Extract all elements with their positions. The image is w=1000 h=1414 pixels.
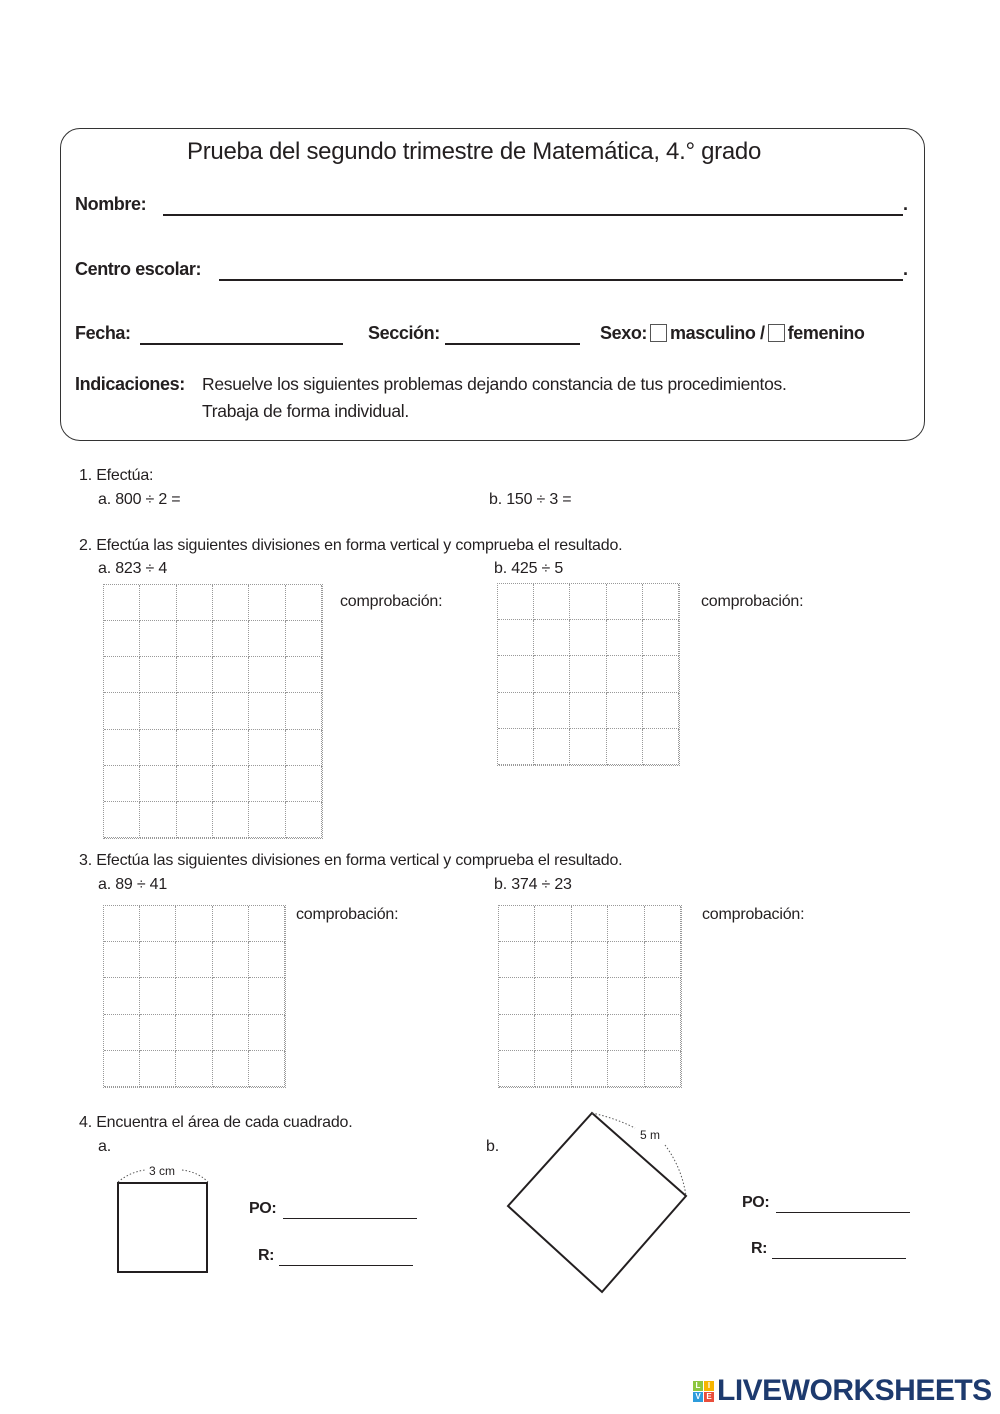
grid-cell[interactable] — [249, 657, 285, 693]
grid-cell[interactable] — [645, 978, 681, 1014]
r-label-b: R: — [751, 1240, 768, 1257]
grid-cell[interactable] — [104, 1015, 140, 1051]
grid-cell[interactable] — [572, 942, 608, 978]
grid-cell[interactable] — [286, 730, 322, 766]
q3b-check-label: comprobación: — [702, 906, 805, 923]
grid-cell[interactable] — [498, 584, 534, 620]
grid-cell[interactable] — [213, 766, 249, 802]
grid-cell[interactable] — [608, 906, 644, 942]
grid-cell[interactable] — [140, 730, 176, 766]
grid-cell[interactable] — [177, 766, 213, 802]
grid-cell[interactable] — [572, 1051, 608, 1087]
q3a-check-label: comprobación: — [296, 906, 399, 923]
grid-cell[interactable] — [140, 978, 176, 1014]
centro-label: Centro escolar: — [75, 259, 202, 279]
grid-cell[interactable] — [176, 1051, 212, 1087]
grid-cell[interactable] — [140, 906, 176, 942]
grid-cell[interactable] — [570, 620, 606, 656]
grid-cell[interactable] — [534, 693, 570, 729]
logo-letter: E — [704, 1392, 714, 1402]
grid-cell[interactable] — [534, 656, 570, 692]
grid-cell[interactable] — [535, 1015, 571, 1051]
grid-cell[interactable] — [645, 1051, 681, 1087]
grid-cell[interactable] — [643, 693, 679, 729]
grid-cell[interactable] — [643, 584, 679, 620]
grid-cell[interactable] — [534, 584, 570, 620]
grid-cell[interactable] — [176, 978, 212, 1014]
grid-cell[interactable] — [535, 1051, 571, 1087]
grid-cell[interactable] — [140, 693, 176, 729]
grid-cell[interactable] — [286, 693, 322, 729]
po-field-a[interactable] — [283, 1202, 417, 1219]
grid-cell[interactable] — [213, 693, 249, 729]
grid-cell[interactable] — [104, 621, 140, 657]
grid-cell[interactable] — [176, 942, 212, 978]
q2b-check-label: comprobación: — [701, 593, 804, 610]
grid-cell[interactable] — [645, 942, 681, 978]
sexo-label: Sexo: — [600, 323, 648, 343]
grid-cell[interactable] — [140, 657, 176, 693]
grid-cell[interactable] — [213, 1015, 249, 1051]
grid-cell[interactable] — [645, 906, 681, 942]
grid-cell[interactable] — [499, 1051, 535, 1087]
grid-cell[interactable] — [177, 585, 213, 621]
grid-cell[interactable] — [140, 766, 176, 802]
grid-cell[interactable] — [140, 585, 176, 621]
work-grid-3b[interactable] — [498, 905, 682, 1088]
grid-cell[interactable] — [607, 693, 643, 729]
page-title: Prueba del segundo trimestre de Matemática, 4.° grado — [187, 138, 762, 165]
r-field-b[interactable] — [772, 1242, 906, 1259]
grid-cell[interactable] — [176, 906, 212, 942]
work-grid-3a[interactable] — [103, 905, 286, 1088]
r-field-a[interactable] — [279, 1249, 413, 1266]
grid-cell[interactable] — [535, 906, 571, 942]
fecha-field[interactable] — [140, 325, 343, 345]
po-field-b[interactable] — [776, 1196, 910, 1213]
seccion-label: Sección: — [368, 323, 440, 343]
grid-cell[interactable] — [104, 942, 140, 978]
grid-cell[interactable] — [213, 621, 249, 657]
grid-cell[interactable] — [286, 621, 322, 657]
q1-title: 1. Efectúa: — [79, 467, 154, 484]
grid-cell[interactable] — [498, 620, 534, 656]
grid-cell[interactable] — [645, 1015, 681, 1051]
masculino-checkbox[interactable] — [650, 324, 667, 342]
grid-cell[interactable] — [213, 802, 249, 838]
period: . — [903, 259, 908, 279]
grid-cell[interactable] — [498, 656, 534, 692]
grid-cell[interactable] — [572, 906, 608, 942]
nombre-label: Nombre: — [75, 194, 147, 214]
logo-letter: V — [693, 1392, 703, 1402]
grid-cell[interactable] — [535, 942, 571, 978]
grid-cell[interactable] — [499, 978, 535, 1014]
grid-cell[interactable] — [534, 729, 570, 765]
q3-a: a. 89 ÷ 41 — [98, 876, 168, 893]
grid-cell[interactable] — [249, 585, 285, 621]
grid-cell[interactable] — [213, 942, 249, 978]
r-label-a: R: — [258, 1247, 275, 1264]
masculino-label: masculino / — [670, 323, 765, 343]
grid-cell[interactable] — [140, 1015, 176, 1051]
logo-letter: L — [693, 1381, 703, 1391]
grid-cell[interactable] — [499, 942, 535, 978]
grid-cell[interactable] — [534, 620, 570, 656]
q2-title: 2. Efectúa las siguientes divisiones en forma vertical y comprueba el resultado. — [79, 537, 623, 554]
grid-cell[interactable] — [286, 657, 322, 693]
grid-cell[interactable] — [104, 802, 140, 838]
grid-cell[interactable] — [104, 585, 140, 621]
q4-a: a. — [98, 1138, 111, 1155]
logo-letter: I — [704, 1381, 714, 1391]
grid-cell[interactable] — [249, 621, 285, 657]
q4-title: 4. Encuentra el área de cada cuadrado. — [79, 1114, 353, 1131]
grid-cell[interactable] — [643, 729, 679, 765]
grid-cell[interactable] — [104, 978, 140, 1014]
grid-cell[interactable] — [249, 766, 285, 802]
grid-cell[interactable] — [286, 766, 322, 802]
grid-cell[interactable] — [140, 802, 176, 838]
grid-cell[interactable] — [499, 1015, 535, 1051]
grid-cell[interactable] — [607, 584, 643, 620]
grid-cell[interactable] — [286, 802, 322, 838]
grid-cell[interactable] — [249, 1051, 285, 1087]
grid-cell[interactable] — [104, 693, 140, 729]
grid-cell[interactable] — [177, 657, 213, 693]
grid-cell[interactable] — [104, 766, 140, 802]
femenino-checkbox[interactable] — [768, 324, 785, 342]
po-label-b: PO: — [742, 1194, 770, 1211]
q3-b: b. 374 ÷ 23 — [494, 876, 572, 893]
indicaciones-text-2: Trabaja de forma individual. — [202, 401, 409, 421]
side-label-b: 5 m — [640, 1128, 661, 1142]
seccion-field[interactable] — [445, 325, 580, 345]
q2a-check-label: comprobación: — [340, 593, 443, 610]
grid-cell[interactable] — [249, 978, 285, 1014]
grid-cell[interactable] — [104, 1051, 140, 1087]
grid-cell[interactable] — [104, 730, 140, 766]
grid-cell[interactable] — [570, 656, 606, 692]
grid-cell[interactable] — [572, 1015, 608, 1051]
po-label-a: PO: — [249, 1200, 277, 1217]
grid-cell[interactable] — [608, 978, 644, 1014]
femenino-label: femenino — [787, 323, 865, 343]
centro-field[interactable] — [219, 261, 903, 281]
grid-cell[interactable] — [286, 585, 322, 621]
q1-a: a. 800 ÷ 2 = — [98, 491, 181, 508]
grid-cell[interactable] — [249, 942, 285, 978]
period: . — [903, 194, 908, 214]
grid-cell[interactable] — [535, 978, 571, 1014]
grid-cell[interactable] — [608, 942, 644, 978]
grid-cell[interactable] — [249, 730, 285, 766]
grid-cell[interactable] — [498, 729, 534, 765]
grid-cell[interactable] — [608, 1015, 644, 1051]
grid-cell[interactable] — [140, 1051, 176, 1087]
grid-cell[interactable] — [607, 656, 643, 692]
grid-cell[interactable] — [104, 657, 140, 693]
grid-cell[interactable] — [213, 585, 249, 621]
q1-b: b. 150 ÷ 3 = — [489, 491, 572, 508]
grid-cell[interactable] — [608, 1051, 644, 1087]
indicaciones-text: Resuelve los siguientes problemas dejando constancia de tus procedimientos. — [202, 374, 787, 394]
logo-text: LIVEWORKSHEETS — [717, 1374, 992, 1407]
square-a — [118, 1183, 207, 1272]
grid-cell[interactable] — [140, 621, 176, 657]
q3-title: 3. Efectúa las siguientes divisiones en forma vertical y comprueba el resultado. — [79, 852, 623, 869]
grid-cell[interactable] — [177, 693, 213, 729]
grid-cell[interactable] — [140, 942, 176, 978]
grid-cell[interactable] — [213, 1051, 249, 1087]
grid-cell[interactable] — [249, 1015, 285, 1051]
q2-a: a. 823 ÷ 4 — [98, 560, 168, 577]
q2-b: b. 425 ÷ 5 — [494, 560, 564, 577]
grid-cell[interactable] — [570, 729, 606, 765]
grid-cell[interactable] — [177, 730, 213, 766]
grid-cell[interactable] — [607, 620, 643, 656]
grid-cell[interactable] — [572, 978, 608, 1014]
work-grid-2b[interactable] — [497, 583, 680, 766]
sexo-group — [600, 323, 864, 344]
grid-cell[interactable] — [213, 730, 249, 766]
grid-cell[interactable] — [213, 978, 249, 1014]
grid-cell[interactable] — [570, 584, 606, 620]
grid-cell[interactable] — [177, 802, 213, 838]
grid-cell[interactable] — [498, 693, 534, 729]
grid-cell[interactable] — [607, 729, 643, 765]
indicaciones-label: Indicaciones: — [75, 374, 185, 394]
logo-icon — [693, 1381, 714, 1402]
nombre-field[interactable] — [163, 196, 903, 216]
grid-cell[interactable] — [213, 657, 249, 693]
fecha-label: Fecha: — [75, 323, 131, 343]
grid-cell[interactable] — [643, 656, 679, 692]
grid-cell[interactable] — [643, 620, 679, 656]
liveworksheets-logo — [693, 1374, 992, 1408]
q4-b: b. — [486, 1138, 499, 1155]
grid-cell[interactable] — [213, 906, 249, 942]
grid-cell[interactable] — [249, 802, 285, 838]
grid-cell[interactable] — [249, 693, 285, 729]
grid-cell[interactable] — [177, 621, 213, 657]
side-label-a: 3 cm — [149, 1164, 176, 1178]
work-grid-2a[interactable] — [103, 584, 323, 839]
grid-cell[interactable] — [104, 906, 140, 942]
grid-cell[interactable] — [249, 906, 285, 942]
grid-cell[interactable] — [176, 1015, 212, 1051]
grid-cell[interactable] — [499, 906, 535, 942]
grid-cell[interactable] — [570, 693, 606, 729]
